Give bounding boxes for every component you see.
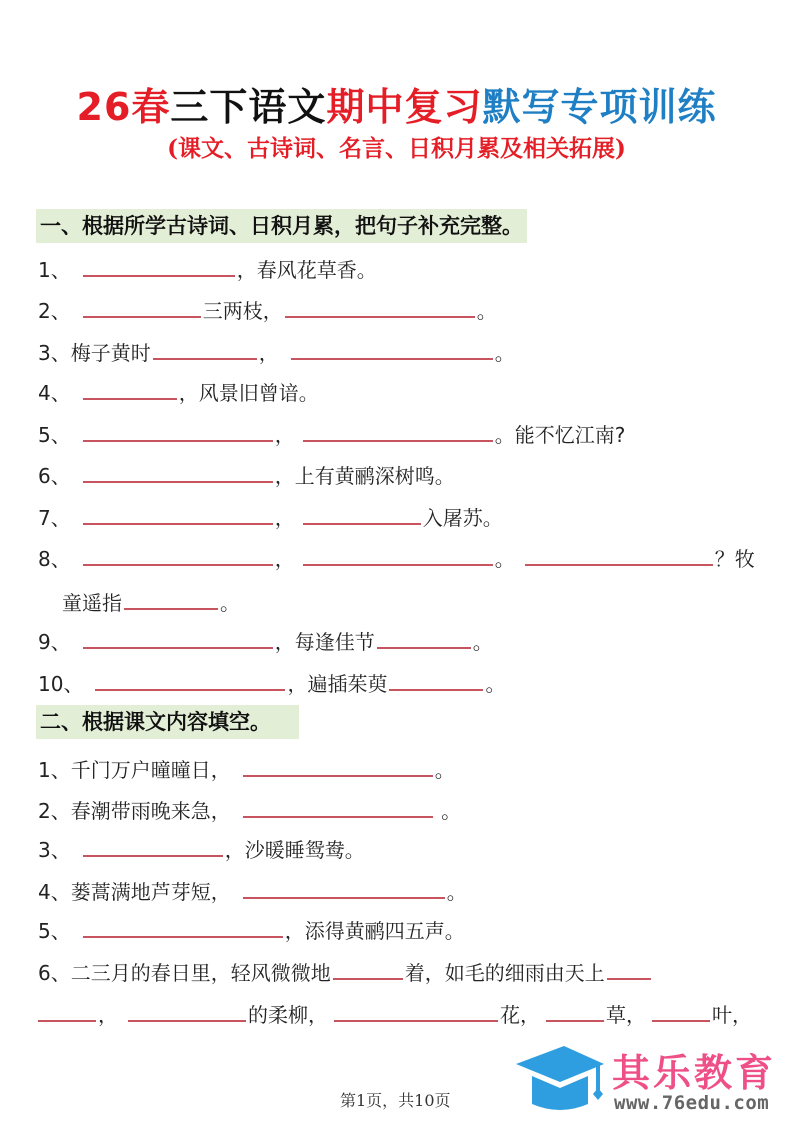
blank[interactable] <box>243 875 445 899</box>
s2-item-2: 2、春潮带雨晚来急， 。 <box>38 794 461 826</box>
blank[interactable] <box>525 542 713 566</box>
blank[interactable] <box>389 667 483 691</box>
s1-item-8-continuation: 童遥指 。 <box>62 586 240 618</box>
blank[interactable] <box>607 956 651 980</box>
blank[interactable] <box>291 336 493 360</box>
brand-url: www.76edu.com <box>614 1092 770 1114</box>
section-2-heading: 二、根据课文内容填空。 <box>36 705 299 739</box>
s1-item-1: 1、 ，春风花草香。 <box>38 253 377 285</box>
blank[interactable] <box>83 625 273 649</box>
blank[interactable] <box>83 294 201 318</box>
blank[interactable] <box>285 294 475 318</box>
blank[interactable] <box>83 833 223 857</box>
blank[interactable] <box>303 501 421 525</box>
s2-item-1: 1、千门万户曈曈日， 。 <box>38 753 455 785</box>
blank[interactable] <box>95 667 285 691</box>
blank[interactable] <box>377 625 471 649</box>
s1-item-3: 3、梅子黄时 ， 。 <box>38 336 515 368</box>
blank[interactable] <box>303 418 493 442</box>
s1-item-2: 2、 三两枝， 。 <box>38 294 497 326</box>
s1-item-10: 10、 ，遍插茱萸 。 <box>38 667 505 699</box>
section-1-heading: 一、根据所学古诗词、日积月累，把句子补充完整。 <box>36 209 527 243</box>
page-subtitle: (课文、古诗词、名言、日积月累及相关拓展) <box>167 135 626 162</box>
brand-name: 其乐教育 <box>612 1051 777 1095</box>
blank[interactable] <box>333 956 403 980</box>
s1-item-4: 4、 ，风景旧曾谙。 <box>38 376 319 408</box>
title-part-year: 26春 <box>76 85 171 129</box>
blank[interactable] <box>38 998 96 1022</box>
blank[interactable] <box>83 459 273 483</box>
page-title <box>0 76 793 131</box>
s1-item-5: 5、 ， 。能不忆江南? <box>38 418 625 450</box>
blank[interactable] <box>124 586 218 610</box>
page-number: 第1页，共10页 <box>340 1091 451 1110</box>
title-part-dictation: 默写专项训练 <box>482 85 717 129</box>
title-part-midterm: 期中复习 <box>326 85 483 129</box>
blank[interactable] <box>83 418 273 442</box>
s2-item-6-continuation: ， 的柔柳， 花， 草， 叶， <box>38 998 752 1030</box>
blank[interactable] <box>303 542 493 566</box>
blank[interactable] <box>83 376 177 400</box>
blank[interactable] <box>83 253 235 277</box>
s2-item-3: 3、 ，沙暖睡鸳鸯。 <box>38 833 365 865</box>
blank[interactable] <box>243 794 433 818</box>
graduation-cap-icon <box>512 1042 608 1114</box>
blank[interactable] <box>83 501 273 525</box>
blank[interactable] <box>652 998 710 1022</box>
blank[interactable] <box>83 914 283 938</box>
blank[interactable] <box>83 542 273 566</box>
s1-item-7: 7、 ， 入屠苏。 <box>38 501 503 533</box>
blank[interactable] <box>546 998 604 1022</box>
title-part-grade: 三下语文 <box>170 85 327 129</box>
s2-item-5: 5、 ，添得黄鹂四五声。 <box>38 914 465 946</box>
s1-item-6: 6、 ，上有黄鹂深树鸣。 <box>38 459 455 491</box>
s2-item-4: 4、蒌蒿满地芦芽短， 。 <box>38 875 467 907</box>
s2-item-6: 6、二三月的春日里，轻风微微地 着，如毛的细雨由天上 <box>38 956 653 988</box>
blank[interactable] <box>153 336 257 360</box>
blank[interactable] <box>128 998 246 1022</box>
blank[interactable] <box>243 753 433 777</box>
blank[interactable] <box>334 998 498 1022</box>
s1-item-9: 9、 ，每逢佳节 。 <box>38 625 493 657</box>
s1-item-8: 8、 ， 。 ？牧 <box>38 542 755 574</box>
brand-logo <box>512 1042 792 1116</box>
